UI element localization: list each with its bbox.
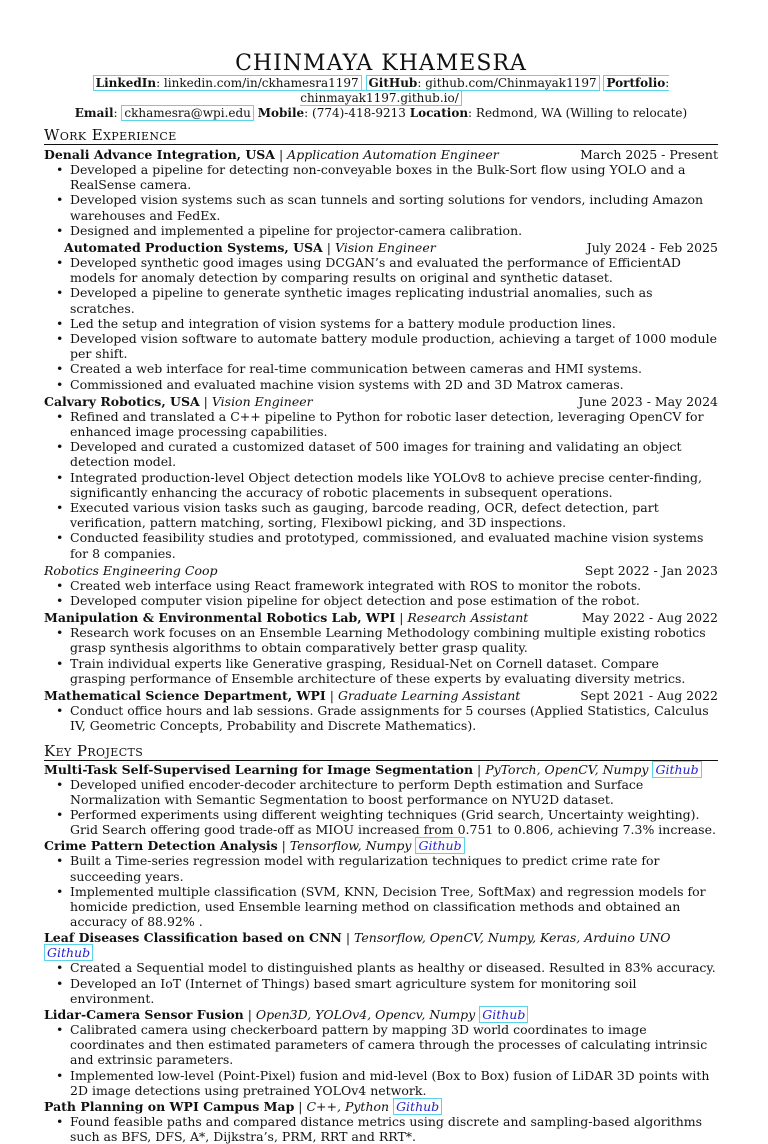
github-value: github.com/Chinmayak1197 [425, 76, 596, 90]
project-name: Leaf Diseases Classification based on CNN [44, 930, 342, 945]
project-tech: Tensorflow, Numpy [290, 838, 412, 853]
project-name: Path Planning on WPI Campus Map [44, 1099, 294, 1114]
experience-bullets [44, 625, 718, 686]
experience-org-role: Manipulation & Environmental Robotics Lab, WPI | Research Assistant [44, 610, 528, 625]
experience-role: Graduate Learning Assistant [338, 688, 520, 703]
bullet-item: • Implemented multiple classification (SVM, KNN, Decision Tree, SoftMax) and regression models for homicide prediction, used Ensemble learning method on classification methods and obtained an accuracy of 88.92% . [66, 884, 718, 930]
experience-entry-header [44, 563, 718, 578]
experience-org: Calvary Robotics, USA [44, 394, 200, 409]
experience-role: Application Automation Engineer [287, 147, 499, 162]
bullet-item: • Led the setup and integration of vision systems for a battery module production lines. [66, 316, 718, 331]
project-name: Crime Pattern Detection Analysis [44, 838, 278, 853]
experience-bullets [44, 578, 718, 608]
github-link[interactable]: GitHub: github.com/Chinmayak1197 [366, 75, 600, 91]
github-label: GitHub [369, 76, 418, 90]
project-github-link[interactable]: Github [415, 837, 464, 854]
experience-date: Sept 2021 - Aug 2022 [580, 688, 718, 703]
project-tech: PyTorch, OpenCV, Numpy [485, 762, 648, 777]
experience-date: June 2023 - May 2024 [578, 394, 718, 409]
project-tech: C++, Python [306, 1099, 389, 1114]
bullet-item: • Implemented low-level (Point-Pixel) fusion and mid-level (Box to Box) fusion of LiDAR 3D points with 2D image detections using pretrained YOLOv4 network. [66, 1068, 718, 1098]
project-header: Lidar-Camera Sensor Fusion | Open3D, YOLOv4, Opencv, Numpy Github [44, 1007, 718, 1022]
contact-line-2: Email: ckhamesra@wpi.edu Mobile: (774)-418-9213 Location: Redmond, WA (Willing to relocate) [44, 106, 718, 121]
linkedin-value: linkedin.com/in/ckhamesra1197 [164, 76, 359, 90]
mobile-value: (774)-418-9213 [312, 106, 406, 120]
email-link[interactable]: ckhamesra@wpi.edu [121, 105, 254, 121]
bullet-item: • Developed synthetic good images using DCGAN’s and evaluated the performance of EfficientAD models for anomaly detection by comparing results on original and synthetic dataset. [66, 255, 718, 285]
linkedin-label: LinkedIn [96, 76, 156, 90]
bullet-item: • Developed vision systems such as scan tunnels and sorting solutions for vendors, including Amazon warehouses and FedEx. [66, 192, 718, 222]
experience-entry-header [44, 610, 718, 625]
experience-role: Vision Engineer [212, 394, 313, 409]
experience-org: Denali Advance Integration, USA [44, 147, 275, 162]
experience-entry-header [44, 240, 718, 255]
experience-entry-header [44, 688, 718, 703]
bullet-item: • Refined and translated a C++ pipeline to Python for robotic laser detection, leveraging OpenCV for enhanced image processing capabilities. [66, 409, 718, 439]
bullet-item: • Research work focuses on an Ensemble Learning Methodology combining multiple existing robotics grasp synthesis algorithms to obtain comparatively better grasp quality. [66, 625, 718, 655]
project-bullets [44, 853, 718, 929]
bullet-item: • Conduct office hours and lab sessions. Grade assignments for 5 courses (Applied Statistics, Calculus IV, Geometric Concepts, Probability and Discrete Mathematics). [66, 703, 718, 733]
experience-role: Research Assistant [407, 610, 528, 625]
experience-org: Mathematical Science Department, WPI [44, 688, 326, 703]
experience-org-role: Automated Production Systems, USA | Vision Engineer [64, 240, 436, 255]
project-header: Crime Pattern Detection Analysis | Tensorflow, Numpy Github [44, 838, 718, 853]
project-tech: Open3D, YOLOv4, Opencv, Numpy [256, 1007, 475, 1022]
experience-org-role: Denali Advance Integration, USA | Application Automation Engineer [44, 147, 499, 162]
project-bullets [44, 1114, 718, 1144]
experience-date: March 2025 - Present [580, 147, 718, 162]
experience-org-role [44, 563, 218, 578]
bullet-item: • Developed an IoT (Internet of Things) based smart agriculture system for monitoring soil environment. [66, 976, 718, 1006]
experience-org: Automated Production Systems, USA [64, 240, 323, 255]
bullet-item: • Created a web interface for real-time communication between cameras and HMI systems. [66, 361, 718, 376]
experience-entry-header [44, 394, 718, 409]
project-header: Multi-Task Self-Supervised Learning for Image Segmentation | PyTorch, OpenCV, Numpy Github [44, 762, 718, 777]
experience-section-title: Work Experience [44, 126, 718, 145]
bullet-item: • Conducted feasibility studies and prototyped, commissioned, and evaluated machine vision systems for 8 companies. [66, 530, 718, 560]
project-bullets [44, 1022, 718, 1098]
project-name: Multi-Task Self-Supervised Learning for Image Segmentation [44, 762, 473, 777]
mobile-label: Mobile [258, 106, 304, 120]
projects-list [44, 762, 718, 1144]
portfolio-link[interactable]: Portfolio: chinmayak1197.github.io/ [300, 75, 669, 106]
bullet-item: • Found feasible paths and compared distance metrics using discrete and sampling-based algorithms such as BFS, DFS, A*, Dijkstra’s, PRM, RRT and RRT*. [66, 1114, 718, 1144]
project-tech: Tensorflow, OpenCV, Numpy, Keras, Arduino UNO [354, 930, 671, 945]
bullet-item: • Created web interface using React framework integrated with ROS to monitor the robots. [66, 578, 718, 593]
experience-bullets [44, 255, 718, 392]
experience-bullets [44, 409, 718, 561]
bullet-item: • Developed unified encoder-decoder architecture to perform Depth estimation and Surface Normalization with Semantic Segmentation to boost performance on NYU2D dataset. [66, 777, 718, 807]
experience-bullets [44, 703, 718, 733]
experience-date: July 2024 - Feb 2025 [587, 240, 718, 255]
project-name: Lidar-Camera Sensor Fusion [44, 1007, 244, 1022]
experience-date: May 2022 - Aug 2022 [582, 610, 718, 625]
portfolio-label: Portfolio [606, 76, 665, 90]
experience-org-role: Mathematical Science Department, WPI | Graduate Learning Assistant [44, 688, 520, 703]
resume-page [44, 52, 718, 1144]
project-header: Leaf Diseases Classification based on CNN | Tensorflow, OpenCV, Numpy, Keras, Arduino UNO Github [44, 930, 718, 960]
experience-org-role: Calvary Robotics, USA | Vision Engineer [44, 394, 313, 409]
bullet-item: • Developed and curated a customized dataset of 500 images for training and validating an object detection model. [66, 439, 718, 469]
experience-role: Robotics Engineering Coop [44, 563, 218, 578]
bullet-item: • Performed experiments using different weighting techniques (Grid search, Uncertainty weighting). Grid Search offering good trade-off as MIOU increased from 0.751 to 0.806, achieving 7.3% increase. [66, 807, 718, 837]
project-bullets [44, 777, 718, 838]
contact-line-1 [44, 76, 718, 106]
projects-section-title: Key Projects [44, 742, 718, 761]
bullet-item: • Designed and implemented a pipeline for projector-camera calibration. [66, 223, 718, 238]
bullet-item: • Built a Time-series regression model with regularization techniques to predict crime rate for succeeding years. [66, 853, 718, 883]
portfolio-value: chinmayak1197.github.io/ [300, 91, 459, 105]
bullet-item: • Executed various vision tasks such as gauging, barcode reading, OCR, defect detection, part verification, pattern matching, sorting, Flexibowl picking, and 3D inspections. [66, 500, 718, 530]
experience-date: Sept 2022 - Jan 2023 [585, 563, 718, 578]
experience-list [44, 147, 718, 734]
project-github-link[interactable]: Github [479, 1006, 528, 1023]
experience-bullets [44, 162, 718, 238]
candidate-name: CHINMAYA KHAMESRA [44, 52, 718, 76]
bullet-item: • Developed a pipeline for detecting non-conveyable boxes in the Bulk-Sort flow using YOLO and a RealSense camera. [66, 162, 718, 192]
project-bullets [44, 960, 718, 1006]
email-label: Email [75, 106, 114, 120]
experience-entry-header [44, 147, 718, 162]
project-github-link[interactable]: Github [44, 944, 93, 961]
bullet-item: • Created a Sequential model to distinguished plants as healthy or diseased. Resulted in 83% accuracy. [66, 960, 718, 975]
experience-role: Vision Engineer [335, 240, 436, 255]
bullet-item: • Developed computer vision pipeline for object detection and pose estimation of the robot. [66, 593, 718, 608]
bullet-item: • Commissioned and evaluated machine vision systems with 2D and 3D Matrox cameras. [66, 377, 718, 392]
project-github-link[interactable]: Github [652, 761, 701, 778]
linkedin-link[interactable]: LinkedIn: linkedin.com/in/ckhamesra1197 [93, 75, 362, 91]
bullet-item: • Developed vision software to automate battery module production, achieving a target of 1000 module per shift. [66, 331, 718, 361]
location-value: Redmond, WA (Willing to relocate) [476, 106, 687, 120]
experience-org: Manipulation & Environmental Robotics Lab, WPI [44, 610, 395, 625]
project-header: Path Planning on WPI Campus Map | C++, Python Github [44, 1099, 718, 1114]
project-github-link[interactable]: Github [393, 1098, 442, 1115]
bullet-item: • Train individual experts like Generative grasping, Residual-Net on Cornell dataset. Compare grasping performance of Ensemble architecture of these experts by evaluating diversity metrics. [66, 656, 718, 686]
bullet-item: • Integrated production-level Object detection models like YOLOv8 to achieve precise center-finding, significantly enhancing the accuracy of robotic placements in subsequent operations. [66, 470, 718, 500]
location-label: Location [410, 106, 468, 120]
bullet-item: • Developed a pipeline to generate synthetic images replicating industrial anomalies, such as scratches. [66, 285, 718, 315]
bullet-item: • Calibrated camera using checkerboard pattern by mapping 3D world coordinates to image coordinates and then estimated parameters of camera through the processes of calculating intrinsic and extrinsic parameters. [66, 1022, 718, 1068]
